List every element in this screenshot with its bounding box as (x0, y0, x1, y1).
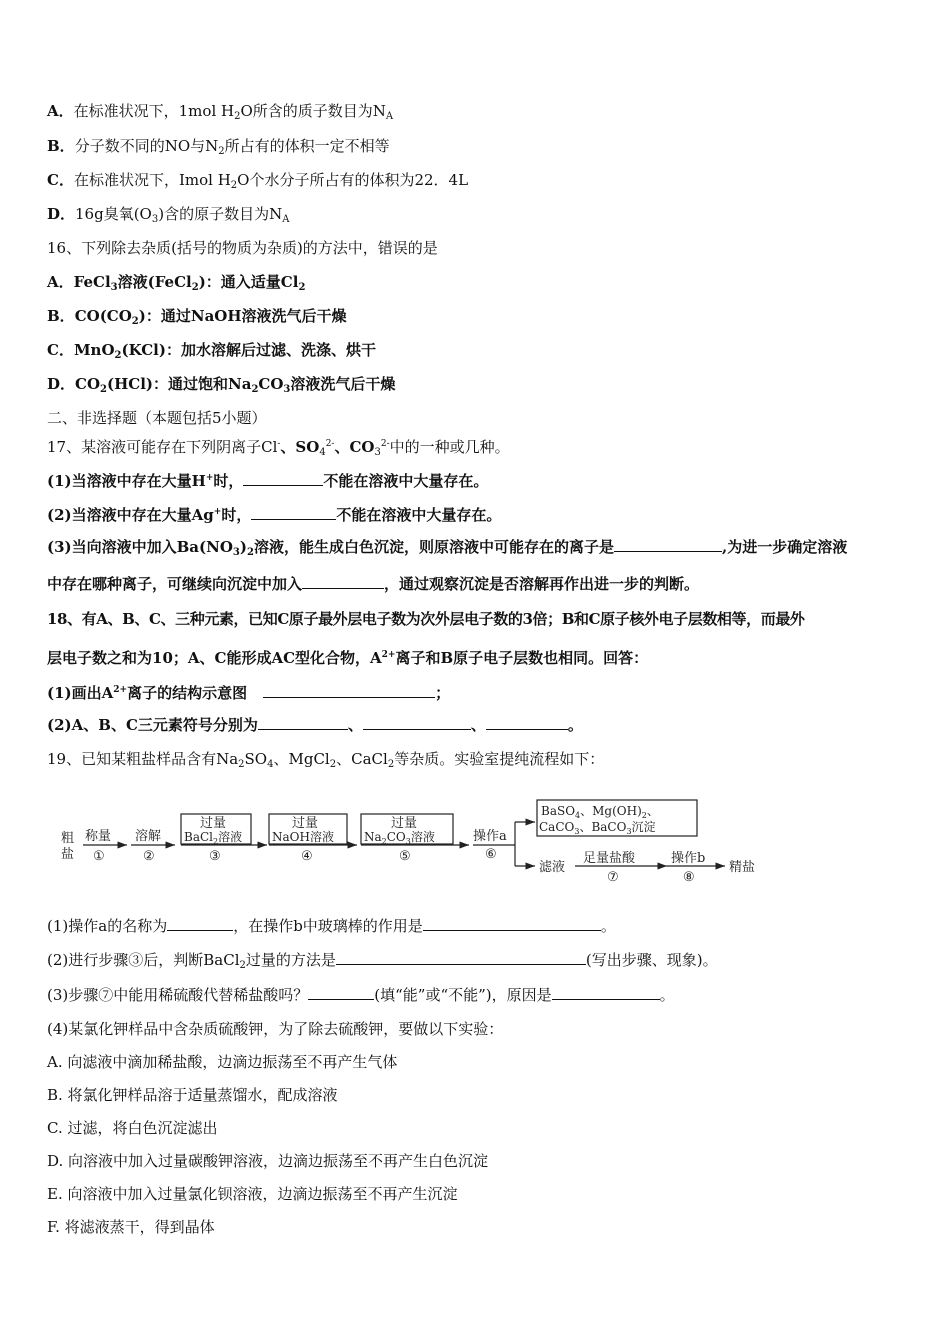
step-num-5: ⑤ (399, 849, 411, 864)
section-title: 二、非选择题（本题包括5小题） (47, 409, 267, 427)
separator: 、 (347, 716, 363, 734)
bacl2-excess-label: 过量 (200, 816, 227, 831)
option-label: B． (47, 307, 75, 325)
start-label-2: 盐 (61, 847, 75, 862)
superscript: 2- (325, 439, 335, 449)
text: 溶液(FeCl (117, 273, 192, 291)
precipitate-line-1: BaSO$_4$、$Mg(OH)_2$、 (541, 804, 659, 820)
step-num-8: ⑧ (683, 870, 695, 885)
excess-hcl-label: 足量盐酸 (583, 851, 636, 866)
subscript: 2 (246, 547, 254, 558)
text: ； (435, 684, 451, 702)
option-label: C． (47, 341, 74, 359)
text: 、CO (334, 438, 375, 456)
subscript: 2 (298, 282, 306, 293)
text: 不能在溶液中大量存在。 (336, 506, 502, 524)
answer-blank[interactable] (336, 950, 586, 965)
text: CO (258, 375, 284, 393)
q18-part1 (47, 680, 450, 703)
option-label: C． (47, 171, 74, 189)
step-dissolve: 溶解 (135, 829, 162, 844)
text: (1)当溶液中存在大量H (47, 472, 206, 490)
superscript: 2+ (381, 650, 396, 660)
naoh-excess-label: 过量 (292, 816, 319, 831)
text: )：通入适量Cl (198, 273, 299, 291)
q19-part4: (4)某氯化钾样品中含杂质硫酸钾，为了除去硫酸钾，要做以下实验： (47, 1020, 504, 1038)
step-num-4: ④ (301, 849, 313, 864)
step-num-2: ② (143, 849, 155, 864)
subscript: 4 (319, 447, 326, 458)
step-num-1: ① (93, 849, 105, 864)
subscript: 2 (230, 180, 238, 191)
subscript: 2 (100, 384, 107, 395)
answer-blank[interactable] (363, 715, 471, 730)
superscript: - (277, 439, 281, 449)
operation-a: 操作a (473, 829, 507, 844)
subscript: 3 (374, 447, 381, 458)
refined-salt-label: 精盐 (729, 860, 756, 875)
text: (3)步骤⑦中能用稀硫酸代替稀盐酸吗？ (47, 986, 309, 1004)
answer-blank[interactable] (302, 574, 384, 589)
q17-part1 (47, 468, 488, 491)
text: 17、某溶液可能存在下列阴离子Cl (47, 438, 278, 456)
text: (2)A、B、C三元素符号分别为 (47, 716, 258, 734)
q19-step-c: C. 过滤，将白色沉淀滤出 (47, 1119, 218, 1137)
q19-step-e: E. 向溶液中加入过量氯化钡溶液，边滴边振荡至不再产生沉淀 (47, 1185, 458, 1203)
subscript: 2 (239, 960, 246, 971)
subscript: A (385, 111, 394, 122)
subscript: 2 (234, 111, 241, 122)
text: 时， (213, 472, 244, 490)
answer-blank[interactable] (308, 985, 374, 1000)
text: 离子和B原子电子层数也相同。回答： (395, 649, 649, 667)
text: 溶液，能生成白色沉淀，则原溶液中可能存在的离子是 (253, 538, 614, 556)
text: 、SO (280, 438, 320, 456)
superscript: + (205, 473, 214, 483)
naoh-reagent-label: NaOH溶液 (272, 830, 334, 844)
text: (1)画出A (47, 684, 114, 702)
text: 、CaCl (336, 750, 388, 768)
text: ) (239, 538, 247, 556)
step-num-6: ⑥ (485, 847, 497, 862)
q18-part2 (47, 715, 583, 735)
answer-blank[interactable] (243, 471, 323, 486)
text: )：通过NaOH溶液洗气后干燥 (138, 307, 347, 325)
subscript: 4 (267, 759, 274, 770)
text: 16g臭氧(O (75, 205, 152, 223)
option-label: A． (47, 102, 74, 120)
text: 所占有的体积一定不相等 (224, 137, 390, 155)
subscript: 2 (131, 316, 139, 327)
text: (2)进行步骤③后，判断BaCl (47, 951, 240, 969)
text: (HCl)：通过饱和Na (107, 375, 252, 393)
answer-blank[interactable] (614, 537, 722, 552)
text: O个水分子所占有的体积为22．4L (237, 171, 469, 189)
text: O所含的质子数目为N (240, 102, 386, 120)
text: (填“能”或“不能”)，原因是 (374, 986, 552, 1004)
q19-step-f: F. 将滤液蒸干，得到晶体 (47, 1218, 215, 1236)
q16-option-a (47, 272, 305, 298)
q18-stem-line1: 18、有A、B、C、三种元素，已知C原子最外层电子数为次外层电子数的3倍；B和C原子核外电子层数相等，而最外 (47, 610, 805, 628)
option-label: D． (47, 205, 76, 223)
text: (写出步骤、现象)。 (585, 951, 718, 969)
answer-blank[interactable] (486, 715, 568, 730)
q17-stem (47, 434, 510, 463)
precipitate-line-2: CaCO$_3$、BaCO$_3$沉淀 (539, 820, 656, 836)
answer-blank[interactable] (263, 683, 435, 698)
q15-option-a (47, 101, 393, 127)
q19-step-a: A. 向滤液中滴加稀盐酸，边滴边振荡至不再产生气体 (47, 1053, 398, 1071)
text: ，通过观察沉淀是否溶解再作出进一步的判断。 (384, 575, 700, 593)
q18-stem-line2 (47, 645, 648, 668)
subscript: 2 (238, 759, 245, 770)
text: CO(CO (74, 307, 132, 325)
subscript: 3 (110, 282, 118, 293)
subscript: A (282, 214, 290, 225)
answer-blank[interactable] (423, 916, 601, 931)
text: SO (244, 750, 268, 768)
text: MnO (73, 341, 115, 359)
option-label: B． (47, 137, 75, 155)
text: 。 (567, 716, 583, 734)
text: (1)操作a的名称为 (47, 917, 168, 935)
subscript: 2 (114, 350, 122, 361)
text: 在标准状况下，1mol H (73, 102, 235, 120)
separator: 、 (470, 716, 486, 734)
subscript: 3 (151, 214, 159, 225)
superscript: 2+ (113, 685, 128, 695)
answer-blank[interactable] (167, 916, 233, 931)
option-label: D． (47, 375, 76, 393)
text: 。 (600, 917, 616, 935)
q19-step-b: B. 将氯化钾样品溶于适量蒸馏水，配成溶液 (47, 1086, 338, 1104)
text: 中的一种或几种。 (389, 438, 510, 456)
subscript: 3 (283, 384, 291, 395)
text: 等杂质。实验室提纯流程如下： (394, 750, 605, 768)
q19-part3 (47, 985, 675, 1005)
text: (3)当向溶液中加入Ba(NO (47, 538, 233, 556)
step-num-7: ⑦ (607, 870, 619, 885)
q16-option-c (47, 340, 376, 366)
subscript: 2 (387, 759, 395, 770)
step-weigh: 称量 (85, 829, 112, 844)
start-label-1: 粗 (61, 831, 75, 846)
q16-option-b (47, 306, 347, 332)
text: 。 (659, 986, 675, 1004)
text: ，在操作b中玻璃棒的作用是 (233, 917, 423, 935)
text: 离子的结构示意图 (127, 684, 248, 702)
text: 、MgCl (273, 750, 330, 768)
text: (KCl)：加水溶解后过滤、洗涤、烘干 (121, 341, 376, 359)
answer-blank[interactable] (251, 505, 336, 520)
q15-option-d (47, 204, 289, 230)
step-num-3: ③ (209, 849, 221, 864)
text: )含的原子数目为N (158, 205, 283, 223)
na2co3-reagent-label: $Na_2CO_3$溶液 (364, 830, 435, 846)
subscript: 2 (329, 759, 337, 770)
q19-step-d: D. 向溶液中加入过量碳酸钾溶液，边滴边振荡至不再产生白色沉淀 (47, 1152, 489, 1170)
text: 中存在哪种离子，可继续向沉淀中加入 (47, 575, 303, 593)
bacl2-reagent-label: BaCl$_2$溶液 (184, 830, 243, 846)
text: (2)当溶液中存在大量Ag (47, 506, 214, 524)
na2co3-excess-label: 过量 (391, 816, 418, 831)
superscript: 2- (380, 439, 390, 449)
answer-blank[interactable] (258, 715, 348, 730)
q16-option-d (47, 374, 395, 400)
answer-blank[interactable] (552, 985, 660, 1000)
text: 不能在溶液中大量存在。 (323, 472, 489, 490)
q16-stem: 16、下列除去杂质(括号的物质为杂质)的方法中，错误的是 (47, 239, 438, 257)
text: 分子数不同的NO与N (74, 137, 219, 155)
q15-option-b (47, 136, 390, 162)
subscript: 2 (218, 146, 225, 157)
subscript: 3 (232, 547, 240, 558)
subscript: 2 (251, 384, 259, 395)
filtrate-label: 滤液 (539, 860, 566, 875)
text: 层电子数之和为10；A、C能形成AC型化合物，A (47, 649, 382, 667)
q15-option-c (47, 170, 468, 196)
text: CO (75, 375, 101, 393)
option-label: A． (47, 273, 74, 291)
text: FeCl (73, 273, 111, 291)
text: 19、已知某粗盐样品含有Na (47, 750, 239, 768)
text: 溶液洗气后干燥 (290, 375, 396, 393)
q17-part2 (47, 502, 501, 525)
text: 过量的方法是 (245, 951, 336, 969)
purification-flow-diagram (55, 790, 775, 890)
text: ,为进一步确定溶液 (721, 538, 848, 556)
q17-part3-line1 (47, 537, 847, 563)
subscript: 2 (191, 282, 199, 293)
text: 在标准状况下，Imol H (73, 171, 231, 189)
superscript: + (213, 507, 222, 517)
operation-b: 操作b (671, 851, 706, 866)
q19-part1 (47, 916, 616, 936)
q19-part2 (47, 950, 718, 976)
q17-part3-line2 (47, 574, 699, 594)
text: 时， (221, 506, 252, 524)
q19-stem (47, 749, 604, 775)
